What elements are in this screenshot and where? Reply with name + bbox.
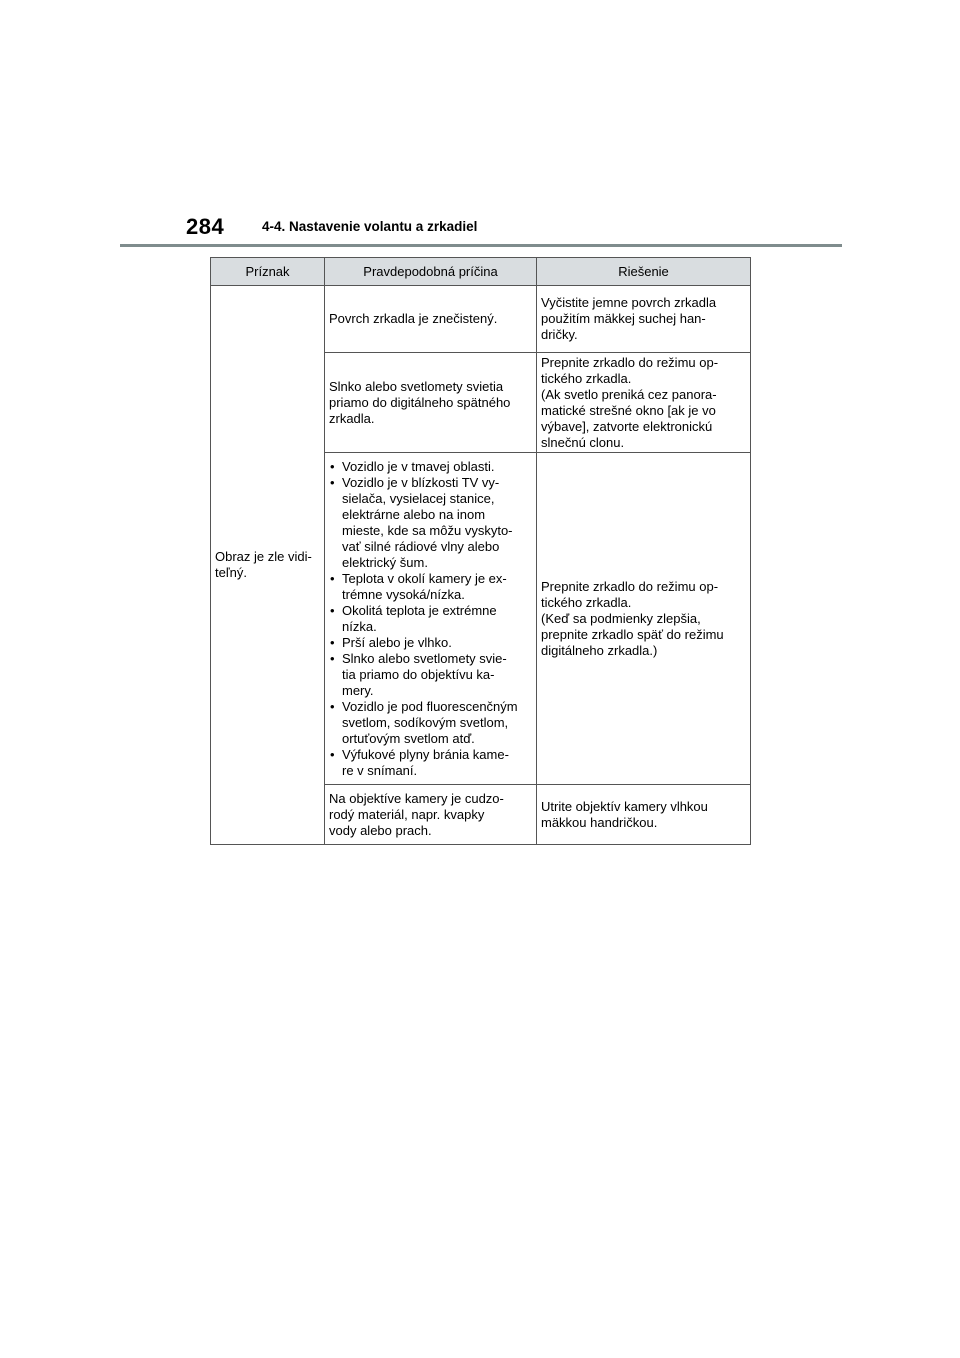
cause-text: Na objektíve kamery je cudzo- rodý materiál, napr. kvapky vody alebo prach. (329, 790, 504, 838)
solution-cell (537, 785, 751, 845)
cause-bullet-item: • Výfukové plyny bránia kame- re v snímaní. (329, 747, 532, 779)
solution-text: Prepnite zrkadlo do režimu op- tického zrkadla. (Ak svetlo preniká cez panora- matické strešné okno [ak je vo výbave], zatvorte elektronickú slnečnú clonu. (541, 354, 719, 450)
section-title: 4-4. Nastavenie volantu a zrkadiel (262, 219, 478, 234)
troubleshooting-table (210, 257, 751, 845)
solution-cell (537, 286, 751, 353)
cause-bullet-item: • Slnko alebo svetlomety svie- tia priamo do objektívu ka- mery. (329, 651, 532, 699)
table-header-row (211, 258, 751, 286)
column-header-symptom: Príznak (211, 258, 325, 286)
cause-cell (325, 453, 537, 785)
cause-text: Slnko alebo svetlomety svietia priamo do digitálneho spätného zrkadla. (329, 378, 511, 426)
cause-bullet-list (329, 459, 532, 779)
cause-text: Povrch zrkadla je znečistený. (329, 311, 498, 326)
table-row (211, 286, 751, 353)
solution-cell (537, 453, 751, 785)
column-header-cause: Pravdepodobná príčina (325, 258, 537, 286)
solution-cell (537, 353, 751, 453)
cause-bullet-item: • Vozidlo je v blízkosti TV vy- sielača, vysielacej stanice, elektrárne alebo na inom mieste, kde sa môžu vyskyto- vať silné rádiové vlny alebo elektrický šum. (329, 475, 532, 571)
cause-cell (325, 353, 537, 453)
symptom-cell (211, 286, 325, 845)
page-number: 284 (186, 214, 225, 239)
solution-text: Utrite objektív kamery vlhkou mäkkou handričkou. (541, 798, 708, 830)
solution-text: Prepnite zrkadlo do režimu op- tického zrkadla. (Keď sa podmienky zlepšia, prepnite zrkadlo späť do režimu digitálneho zrkadla.) (541, 578, 724, 658)
cause-bullet-item: • Prší alebo je vlhko. (329, 635, 532, 651)
cause-cell (325, 286, 537, 353)
header-divider (120, 244, 842, 247)
cause-bullet-item: • Vozidlo je v tmavej oblasti. (329, 459, 532, 475)
solution-text: Vyčistite jemne povrch zrkadla použitím mäkkej suchej han- dričky. (541, 295, 717, 342)
cause-bullet-item: • Vozidlo je pod fluorescenčným svetlom, sodíkovým svetlom, ortuťovým svetlom atď. (329, 699, 532, 747)
column-header-solution: Riešenie (537, 258, 751, 286)
cause-bullet-item: • Okolitá teplota je extrémne nízka. (329, 603, 532, 635)
cause-bullet-item: • Teplota v okolí kamery je ex- trémne vysoká/nízka. (329, 571, 532, 603)
symptom-text: Obraz je zle vidi- teľný. (215, 549, 312, 580)
cause-cell (325, 785, 537, 845)
